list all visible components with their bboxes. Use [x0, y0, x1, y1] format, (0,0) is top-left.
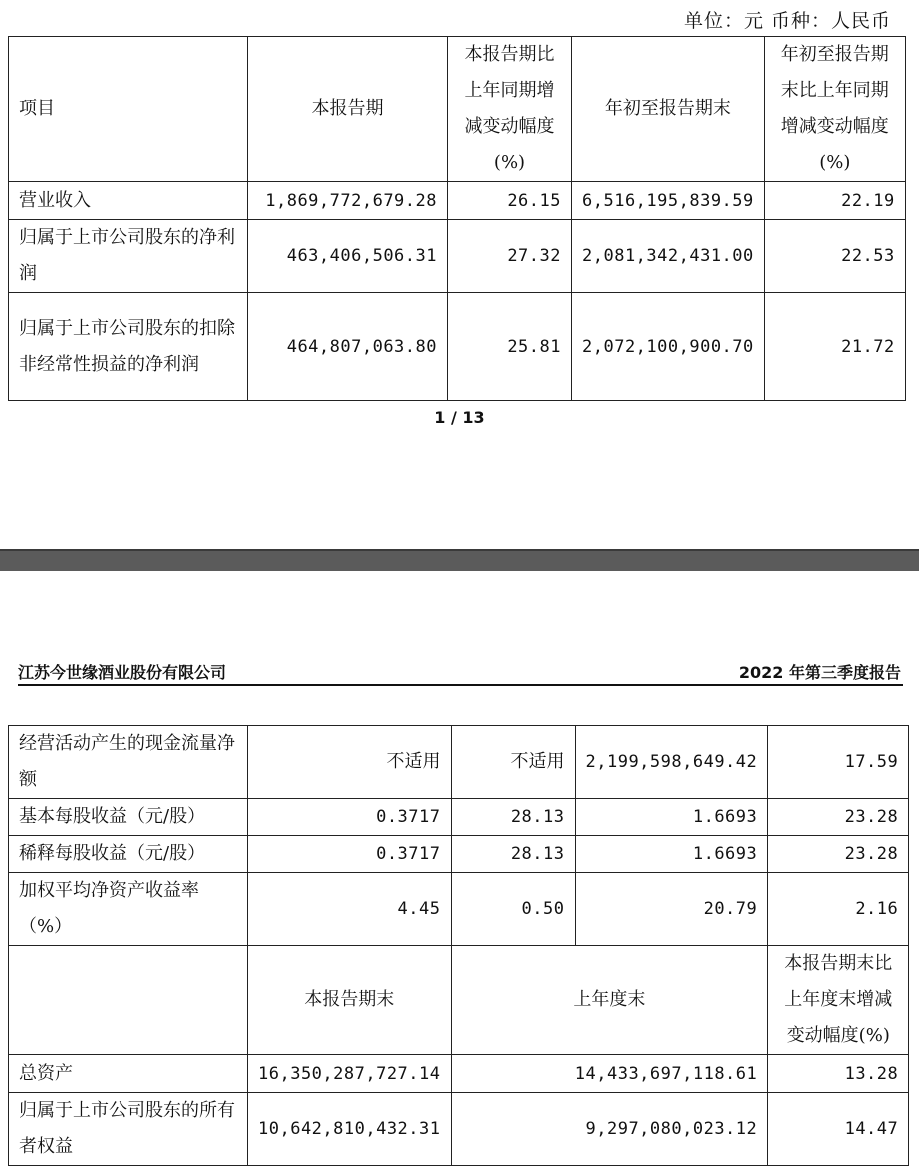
cell-prior-year-end: 9,297,080,023.12	[451, 1093, 768, 1166]
header-rule	[18, 684, 903, 686]
cell-ytd: 2,081,342,431.00	[572, 220, 765, 293]
cell-ytd-change: 17.59	[768, 726, 909, 799]
row-label: 基本每股收益（元/股）	[9, 799, 248, 836]
row-label: 营业收入	[9, 182, 248, 220]
page-number: 1 / 13	[434, 408, 485, 427]
table-row	[9, 726, 909, 799]
financial-table-bottom	[8, 725, 909, 1166]
page-break-divider	[0, 551, 919, 571]
table-row	[9, 836, 909, 873]
financial-table-top	[8, 36, 906, 401]
cell-ytd: 6,516,195,839.59	[572, 182, 765, 220]
cell-current-change: 25.81	[448, 293, 572, 401]
table-header-row	[9, 946, 909, 1055]
cell-current: 0.3717	[248, 799, 452, 836]
cell-ytd: 1.6693	[575, 836, 768, 873]
cell-period-end: 16,350,287,727.14	[248, 1055, 452, 1093]
cell-ytd: 2,072,100,900.70	[572, 293, 765, 401]
company-name: 江苏今世缘酒业股份有限公司	[18, 663, 227, 682]
header-prior-year-end: 上年度末	[451, 946, 768, 1055]
cell-ytd-change: 23.28	[768, 799, 909, 836]
cell-current: 0.3717	[248, 836, 452, 873]
unit-currency-note: 单位：元 币种：人民币	[683, 10, 891, 32]
header-current-period: 本报告期	[248, 37, 448, 182]
cell-ytd: 20.79	[575, 873, 768, 946]
cell-current: 不适用	[248, 726, 452, 799]
cell-current: 463,406,506.31	[248, 220, 448, 293]
table-row	[9, 873, 909, 946]
cell-ytd: 2,199,598,649.42	[575, 726, 768, 799]
table-row	[9, 1093, 909, 1166]
cell-current-change: 28.13	[451, 836, 575, 873]
cell-current: 4.45	[248, 873, 452, 946]
row-label: 归属于上市公司股东的所有者权益	[9, 1093, 248, 1166]
cell-ytd: 1.6693	[575, 799, 768, 836]
header-change: 本报告期末比上年度末增减变动幅度(%)	[768, 946, 909, 1055]
table-header-row	[9, 37, 906, 182]
cell-current-change: 0.50	[451, 873, 575, 946]
cell-ytd-change: 22.53	[764, 220, 905, 293]
row-label: 稀释每股收益（元/股）	[9, 836, 248, 873]
cell-current: 1,869,772,679.28	[248, 182, 448, 220]
cell-current-change: 28.13	[451, 799, 575, 836]
header-period-end: 本报告期末	[248, 946, 452, 1055]
header-blank	[9, 946, 248, 1055]
cell-period-end: 10,642,810,432.31	[248, 1093, 452, 1166]
cell-current-change: 27.32	[448, 220, 572, 293]
table-row	[9, 220, 906, 293]
cell-ytd-change: 2.16	[768, 873, 909, 946]
cell-prior-year-end: 14,433,697,118.61	[451, 1055, 768, 1093]
row-label: 加权平均净资产收益率（%）	[9, 873, 248, 946]
table-row	[9, 293, 906, 401]
header-item: 项目	[9, 37, 248, 182]
cell-ytd-change: 23.28	[768, 836, 909, 873]
cell-change: 14.47	[768, 1093, 909, 1166]
report-title: 2022 年第三季度报告	[738, 663, 901, 682]
row-label: 归属于上市公司股东的扣除非经常性损益的净利润	[9, 293, 248, 401]
cell-ytd-change: 22.19	[764, 182, 905, 220]
row-label: 总资产	[9, 1055, 248, 1093]
cell-current-change: 26.15	[448, 182, 572, 220]
row-label: 经营活动产生的现金流量净额	[9, 726, 248, 799]
row-label: 归属于上市公司股东的净利润	[9, 220, 248, 293]
cell-change: 13.28	[768, 1055, 909, 1093]
cell-current: 464,807,063.80	[248, 293, 448, 401]
header-ytd: 年初至报告期末	[572, 37, 765, 182]
cell-current-change: 不适用	[451, 726, 575, 799]
header-current-change: 本报告期比上年同期增减变动幅度(%)	[448, 37, 572, 182]
cell-ytd-change: 21.72	[764, 293, 905, 401]
table-row	[9, 1055, 909, 1093]
table-row	[9, 799, 909, 836]
header-ytd-change: 年初至报告期末比上年同期增减变动幅度(%)	[764, 37, 905, 182]
table-row	[9, 182, 906, 220]
